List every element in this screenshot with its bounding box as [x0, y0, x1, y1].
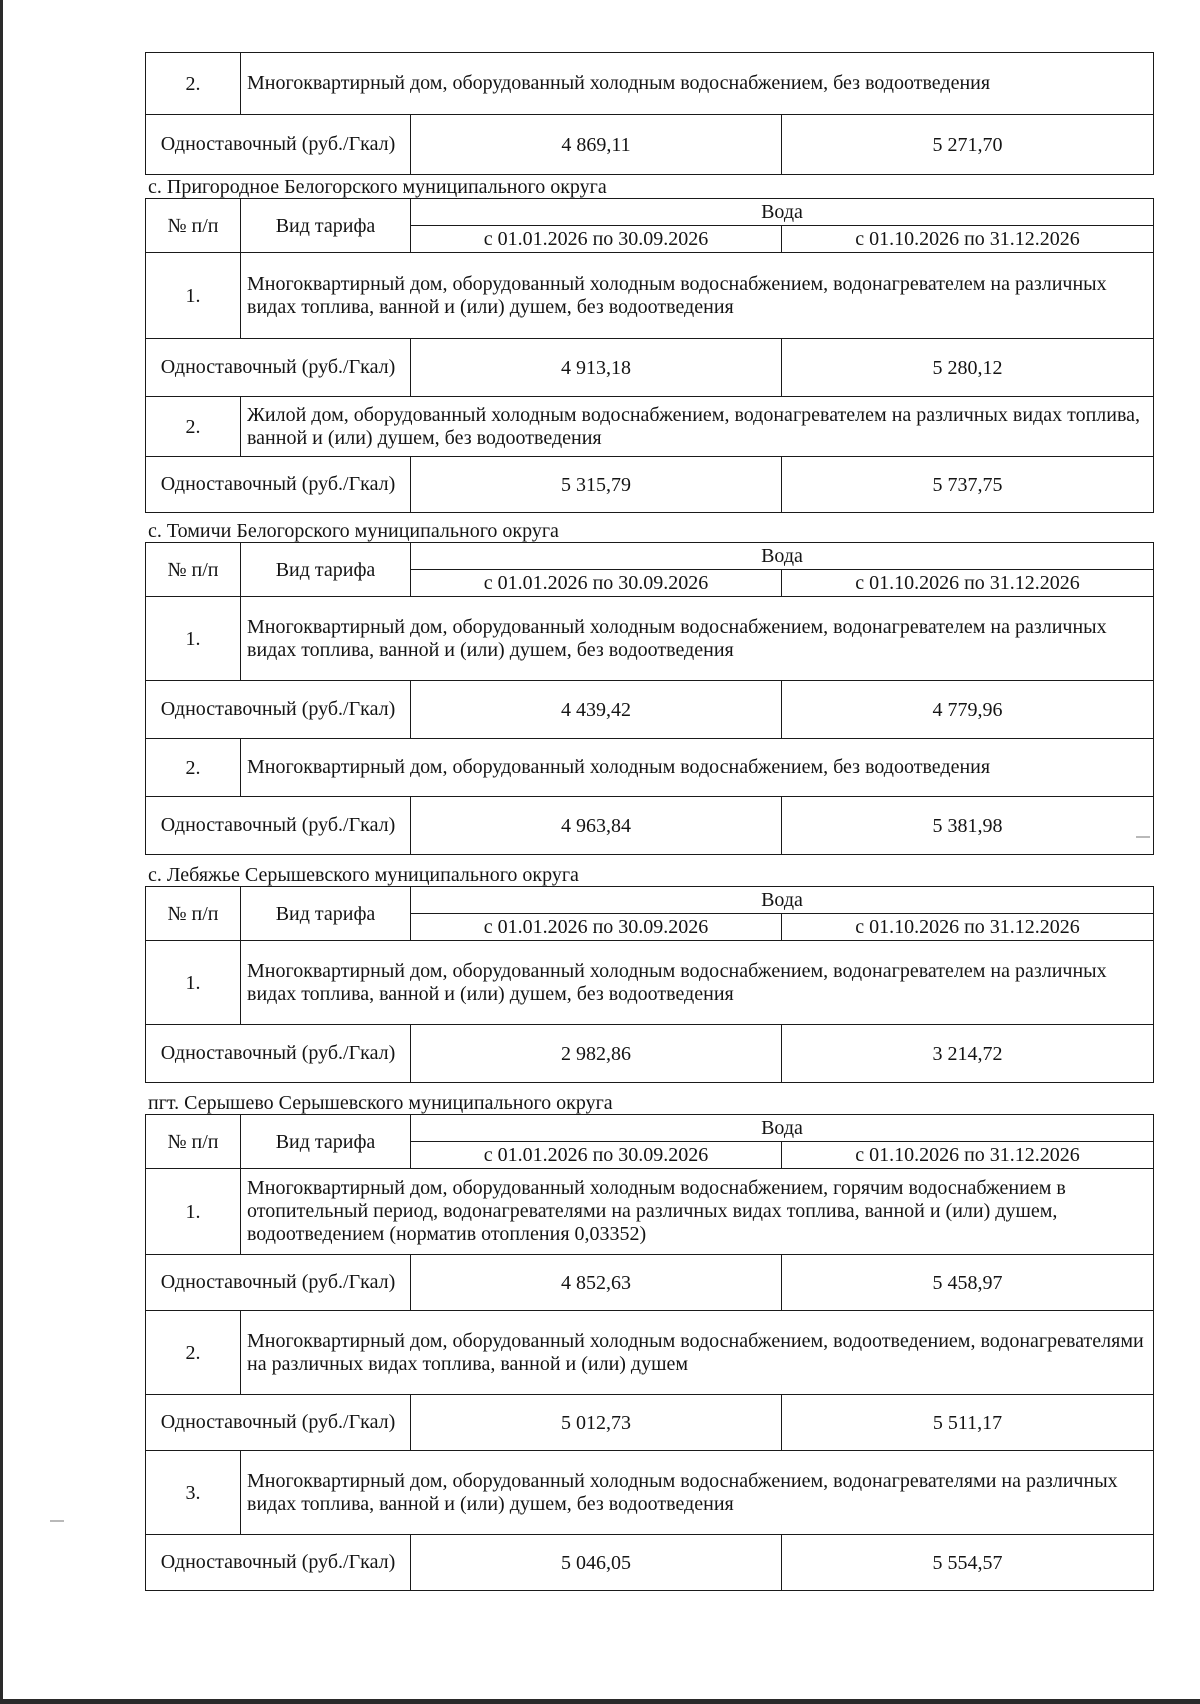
value-period2: 4 779,96: [782, 681, 1154, 739]
table-row: [146, 597, 1154, 681]
table-row: [146, 115, 1154, 175]
section-title: с. Томичи Белогорского муниципального округа: [148, 520, 559, 542]
table-row: [146, 739, 1154, 797]
header-number: № п/п: [146, 1115, 241, 1169]
header-row: [146, 1115, 1154, 1142]
table-row: [146, 797, 1154, 855]
tariff-table: [145, 886, 1154, 1083]
rate-type-cell: Одноставочный (руб./Гкал): [146, 339, 411, 397]
value-period1: 4 439,42: [411, 681, 782, 739]
table-row: [146, 1451, 1154, 1535]
row-description: Многоквартирный дом, оборудованный холодным водоснабжением, водонагревателем на различных видах топлива, ванной и (или) душем, без водоотведения: [241, 941, 1154, 1025]
header-tariff-type: Вид тарифа: [241, 199, 411, 253]
value-period1: 5 012,73: [411, 1395, 782, 1451]
tariff-table: [145, 1114, 1154, 1591]
table-row: [146, 253, 1154, 339]
header-tariff-type: Вид тарифа: [241, 1115, 411, 1169]
row-number: 1.: [146, 253, 241, 339]
header-water: Вода: [411, 543, 1154, 570]
value-period1: 5 315,79: [411, 457, 782, 513]
row-number: 2.: [146, 397, 241, 457]
value-period2: 5 554,57: [782, 1535, 1154, 1591]
value-period2: 5 737,75: [782, 457, 1154, 513]
section-title: с. Лебяжье Серышевского муниципального округа: [148, 864, 579, 886]
value-period2: 5 271,70: [782, 115, 1154, 175]
table-row: [146, 1025, 1154, 1083]
header-number: № п/п: [146, 887, 241, 941]
header-period1: с 01.01.2026 по 30.09.2026: [411, 226, 782, 253]
row-number: 3.: [146, 1451, 241, 1535]
table-row: [146, 339, 1154, 397]
header-row: [146, 543, 1154, 570]
value-period1: 4 963,84: [411, 797, 782, 855]
row-description: Многоквартирный дом, оборудованный холодным водоснабжением, водонагревателем на различных видах топлива, ванной и (или) душем, без водоотведения: [241, 597, 1154, 681]
table-row: [146, 457, 1154, 513]
value-period2: 5 280,12: [782, 339, 1154, 397]
section-title: с. Пригородное Белогорского муниципального округа: [148, 176, 607, 198]
value-period2: 5 511,17: [782, 1395, 1154, 1451]
value-period1: 4 913,18: [411, 339, 782, 397]
scan-speck: [50, 1520, 64, 1522]
rate-type-cell: Одноставочный (руб./Гкал): [146, 1025, 411, 1083]
header-period2: с 01.10.2026 по 31.12.2026: [782, 226, 1154, 253]
row-number: 1.: [146, 597, 241, 681]
table-row: [146, 1255, 1154, 1311]
header-period1: с 01.01.2026 по 30.09.2026: [411, 570, 782, 597]
row-description: Жилой дом, оборудованный холодным водоснабжением, водонагревателем на различных видах топлива, ванной и (или) душем, без водоотведения: [241, 397, 1154, 457]
row-number: 1.: [146, 1169, 241, 1255]
scan-edge-bottom: [0, 1699, 1200, 1704]
row-number: 1.: [146, 941, 241, 1025]
rate-type-cell: Одноставочный (руб./Гкал): [146, 1395, 411, 1451]
header-number: № п/п: [146, 199, 241, 253]
table-row: [146, 397, 1154, 457]
header-water: Вода: [411, 199, 1154, 226]
value-period2: 5 381,98: [782, 797, 1154, 855]
row-number: 2.: [146, 739, 241, 797]
header-row: [146, 887, 1154, 914]
row-description: Многоквартирный дом, оборудованный холодным водоснабжением, водонагревателями на различных видах топлива, ванной и (или) душем, без водоотведения: [241, 1451, 1154, 1535]
header-tariff-type: Вид тарифа: [241, 543, 411, 597]
row-description: Многоквартирный дом, оборудованный холодным водоснабжением, без водоотведения: [241, 53, 1154, 115]
rate-type-cell: Одноставочный (руб./Гкал): [146, 1255, 411, 1311]
header-period1: с 01.01.2026 по 30.09.2026: [411, 1142, 782, 1169]
rate-type-cell: Одноставочный (руб./Гкал): [146, 457, 411, 513]
row-description: Многоквартирный дом, оборудованный холодным водоснабжением, водоотведением, водонагревателями на различных видах топлива, ванной и (или) душем: [241, 1311, 1154, 1395]
value-period2: 5 458,97: [782, 1255, 1154, 1311]
rate-type-cell: Одноставочный (руб./Гкал): [146, 115, 411, 175]
header-period1: с 01.01.2026 по 30.09.2026: [411, 914, 782, 941]
row-number: 2.: [146, 1311, 241, 1395]
header-period2: с 01.10.2026 по 31.12.2026: [782, 914, 1154, 941]
rate-type-cell: Одноставочный (руб./Гкал): [146, 797, 411, 855]
value-period1: 5 046,05: [411, 1535, 782, 1591]
header-water: Вода: [411, 887, 1154, 914]
rate-type-cell: Одноставочный (руб./Гкал): [146, 1535, 411, 1591]
row-description: Многоквартирный дом, оборудованный холодным водоснабжением, горячим водоснабжением в отопительный период, водонагревателями на различных видах топлива, ванной и (или) душем, водоотведением (норматив отопления 0,03352): [241, 1169, 1154, 1255]
value-period2: 3 214,72: [782, 1025, 1154, 1083]
row-description: Многоквартирный дом, оборудованный холодным водоснабжением, без водоотведения: [241, 739, 1154, 797]
header-tariff-type: Вид тарифа: [241, 887, 411, 941]
tariff-table: [145, 52, 1154, 175]
tariff-table: [145, 198, 1154, 513]
row-number: 2.: [146, 53, 241, 115]
scan-edge-left: [0, 0, 3, 1704]
value-period1: 4 869,11: [411, 115, 782, 175]
header-row: [146, 199, 1154, 226]
header-period2: с 01.10.2026 по 31.12.2026: [782, 1142, 1154, 1169]
value-period1: 2 982,86: [411, 1025, 782, 1083]
table-row: [146, 941, 1154, 1025]
rate-type-cell: Одноставочный (руб./Гкал): [146, 681, 411, 739]
header-period2: с 01.10.2026 по 31.12.2026: [782, 570, 1154, 597]
value-period1: 4 852,63: [411, 1255, 782, 1311]
row-description: Многоквартирный дом, оборудованный холодным водоснабжением, водонагревателем на различных видах топлива, ванной и (или) душем, без водоотведения: [241, 253, 1154, 339]
table-row: [146, 53, 1154, 115]
header-number: № п/п: [146, 543, 241, 597]
tariff-table: [145, 542, 1154, 855]
table-row: [146, 1169, 1154, 1255]
header-water: Вода: [411, 1115, 1154, 1142]
table-row: [146, 1535, 1154, 1591]
section-title: пгт. Серышево Серышевского муниципального округа: [148, 1092, 613, 1114]
table-row: [146, 1311, 1154, 1395]
table-row: [146, 681, 1154, 739]
table-row: [146, 1395, 1154, 1451]
